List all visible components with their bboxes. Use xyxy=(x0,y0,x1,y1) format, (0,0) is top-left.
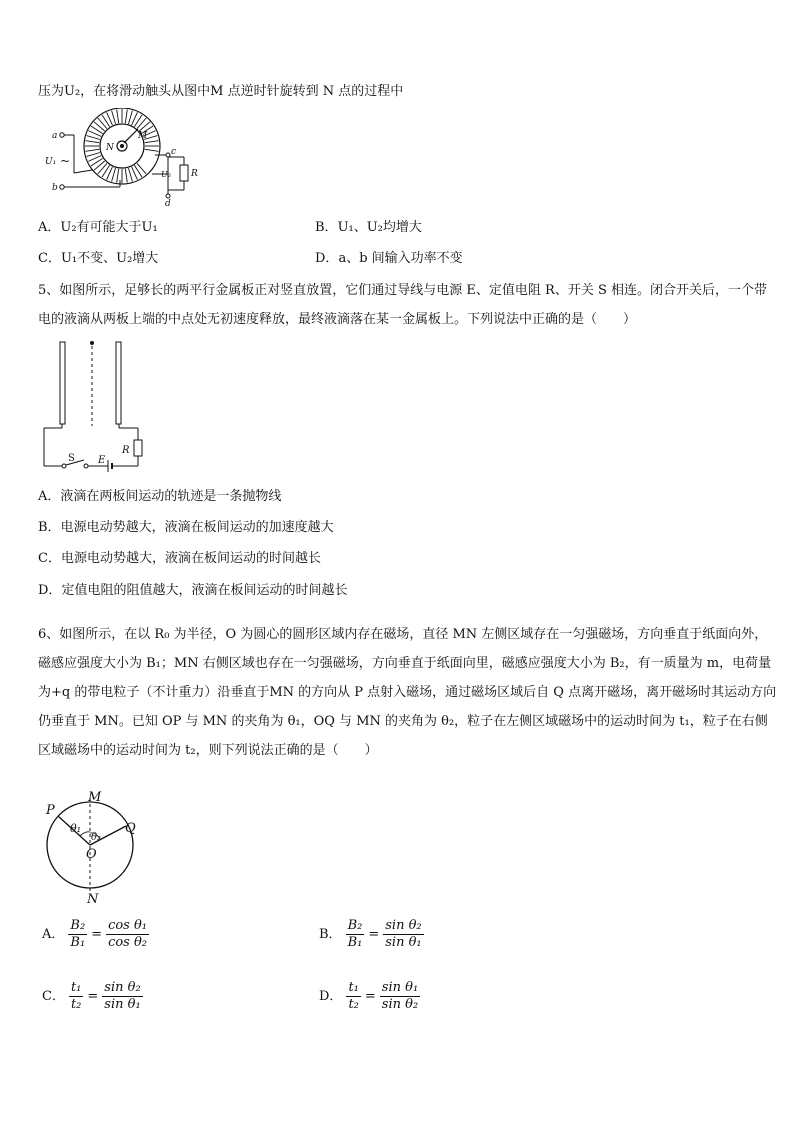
label-u2: U₂ xyxy=(161,170,171,179)
option-text: U₁不变、U₂增大 xyxy=(60,251,159,266)
q5-option-c[interactable] xyxy=(38,550,321,568)
fraction-lhs xyxy=(69,980,83,1013)
q5-parallel-plates-figure xyxy=(40,336,146,474)
q4-option-c[interactable] xyxy=(38,250,158,268)
option-text: 液滴在两板间运动的轨迹是一条抛物线 xyxy=(60,489,282,504)
coil-winding xyxy=(112,168,116,181)
denominator: t₂ xyxy=(70,997,82,1012)
denominator: sin θ₁ xyxy=(104,997,141,1012)
coil-winding xyxy=(129,111,133,124)
denominator: sin θ₁ xyxy=(385,935,422,950)
fraction-rhs xyxy=(380,980,420,1013)
coil-winding xyxy=(117,169,119,183)
q4-intro: 压为U₂，在将滑动触头从图中M 点逆时针旋转到 N 点的过程中 xyxy=(38,84,404,99)
coil-winding xyxy=(85,141,99,143)
numerator: t₁ xyxy=(348,980,359,995)
label-e: E xyxy=(98,455,106,466)
fraction-rhs xyxy=(102,980,142,1013)
numerator: sin θ₂ xyxy=(385,918,422,933)
option-letter: D． xyxy=(315,251,339,266)
q5-stem: 5、如图所示，足够长的两平行金属板正对竖直放置，它们通过导线与电源 E、定值电阻 R、开关 S 相连。闭合开关后，一个带电的液滴从两板上端的中点处无初速度释放，最终液滴落在某一金属板上。下列说法中正确的是（ ） xyxy=(38,283,767,327)
option-text: 电源电动势越大，液滴在板间运动的时间越长 xyxy=(60,551,321,566)
q6-option-c[interactable] xyxy=(38,980,143,1013)
label-m: M xyxy=(138,131,148,141)
q4-option-d[interactable] xyxy=(315,250,463,268)
equals-sign: = xyxy=(368,926,380,942)
label-tilde: ~ xyxy=(60,154,71,168)
option-letter: A． xyxy=(42,926,65,942)
fraction-lhs xyxy=(346,980,360,1013)
option-text: U₂有可能大于U₁ xyxy=(60,220,158,235)
option-text: 电源电动势越大，液滴在板间运动的加速度越大 xyxy=(60,520,334,535)
option-text: U₁、U₂均增大 xyxy=(337,220,422,235)
label-n: N xyxy=(106,143,114,153)
label-u1: U₁ xyxy=(45,157,57,167)
option-letter: C． xyxy=(38,251,61,266)
option-letter: D． xyxy=(319,988,343,1004)
option-letter: B． xyxy=(38,520,61,535)
option-letter: B． xyxy=(319,926,342,942)
label-theta1: θ₁ xyxy=(70,822,82,835)
denominator: B₁ xyxy=(70,935,86,950)
coil-winding xyxy=(112,111,116,124)
option-letter: A． xyxy=(38,489,61,504)
q5-option-d[interactable] xyxy=(38,582,347,600)
label-r: R xyxy=(191,169,198,179)
denominator: B₁ xyxy=(347,935,363,950)
coil-winding xyxy=(125,169,127,183)
denominator: sin θ₂ xyxy=(381,997,419,1012)
fraction-lhs xyxy=(346,918,365,951)
coil-winding xyxy=(85,149,99,151)
q6-stem: 6、如图所示，在以 R₀ 为半径，O 为圆心的圆形区域内存在磁场，直径 MN 左侧区域存在一匀强磁场，方向垂直于纸面向外，磁感应强度大小为 B₁；MN 右侧区域也存在一匀强磁场，方向垂直于纸面向里，磁感应强度大小为 B₂，有一质量为 m，电荷量为+q 的带电粒子（不计重力）沿垂直于MN 的方向从 P 点射入磁场，通过磁场区域后自 Q 点离开磁场，离开磁场时其运动方向仍垂直于 MN。已知 OP 与 MN 的夹角为 θ₁，OQ 与 MN 的夹角为 θ₂，粒子在左侧区域磁场中的运动时间为 t₁，粒子在右侧区域磁场中的运动时间为 t₂，则下列说法正确的是（ ） xyxy=(38,627,777,758)
label-r: R xyxy=(122,445,130,456)
coil-winding xyxy=(125,109,127,123)
q5-option-a[interactable] xyxy=(38,488,281,506)
option-letter: B． xyxy=(315,220,338,235)
coil-winding xyxy=(129,168,133,181)
label-q: Q xyxy=(125,821,136,836)
numerator: sin θ₁ xyxy=(381,980,419,995)
fraction-rhs xyxy=(383,918,423,951)
label-s: S xyxy=(68,453,75,464)
numerator: t₁ xyxy=(70,980,82,995)
label-d: d xyxy=(165,199,171,206)
coil-winding xyxy=(87,136,100,140)
numerator: B₂ xyxy=(347,918,363,933)
numerator: B₂ xyxy=(70,918,86,933)
q4-option-b[interactable] xyxy=(315,219,422,237)
label-a: a xyxy=(52,131,58,141)
numerator: sin θ₂ xyxy=(104,980,141,995)
option-letter: A． xyxy=(38,220,61,235)
denominator: t₂ xyxy=(348,997,359,1012)
numerator: cos θ₁ xyxy=(108,918,148,933)
q4-option-a[interactable] xyxy=(38,219,158,237)
equals-sign: = xyxy=(91,926,103,942)
q4-autotransformer-figure xyxy=(40,108,210,206)
label-p: P xyxy=(46,803,55,818)
equals-sign: = xyxy=(87,988,99,1004)
coil-winding xyxy=(145,141,159,143)
option-letter: C． xyxy=(38,551,61,566)
q6-option-d[interactable] xyxy=(315,980,420,1013)
label-o: O xyxy=(86,847,97,862)
label-m: M xyxy=(88,790,102,805)
option-text: 定值电阻的阻值越大，液滴在板间运动的时间越长 xyxy=(61,583,348,598)
coil-winding xyxy=(87,153,100,157)
denominator: cos θ₂ xyxy=(108,935,148,950)
label-b: b xyxy=(52,183,58,193)
coil-winding xyxy=(145,149,159,151)
option-letter: D． xyxy=(38,583,62,598)
q5-option-b[interactable] xyxy=(38,519,334,537)
option-letter: C． xyxy=(42,988,65,1004)
q6-circular-field-figure xyxy=(40,786,146,904)
q6-option-a[interactable] xyxy=(38,918,149,951)
label-n: N xyxy=(87,892,99,904)
equals-sign: = xyxy=(364,988,376,1004)
fraction-lhs xyxy=(68,918,87,951)
option-text: a、b 间输入功率不变 xyxy=(338,251,463,266)
q6-option-b[interactable] xyxy=(315,918,424,951)
coil-winding xyxy=(117,109,119,123)
label-c: c xyxy=(171,147,177,157)
fraction-rhs xyxy=(106,918,149,951)
label-theta2: θ₂ xyxy=(91,832,102,843)
